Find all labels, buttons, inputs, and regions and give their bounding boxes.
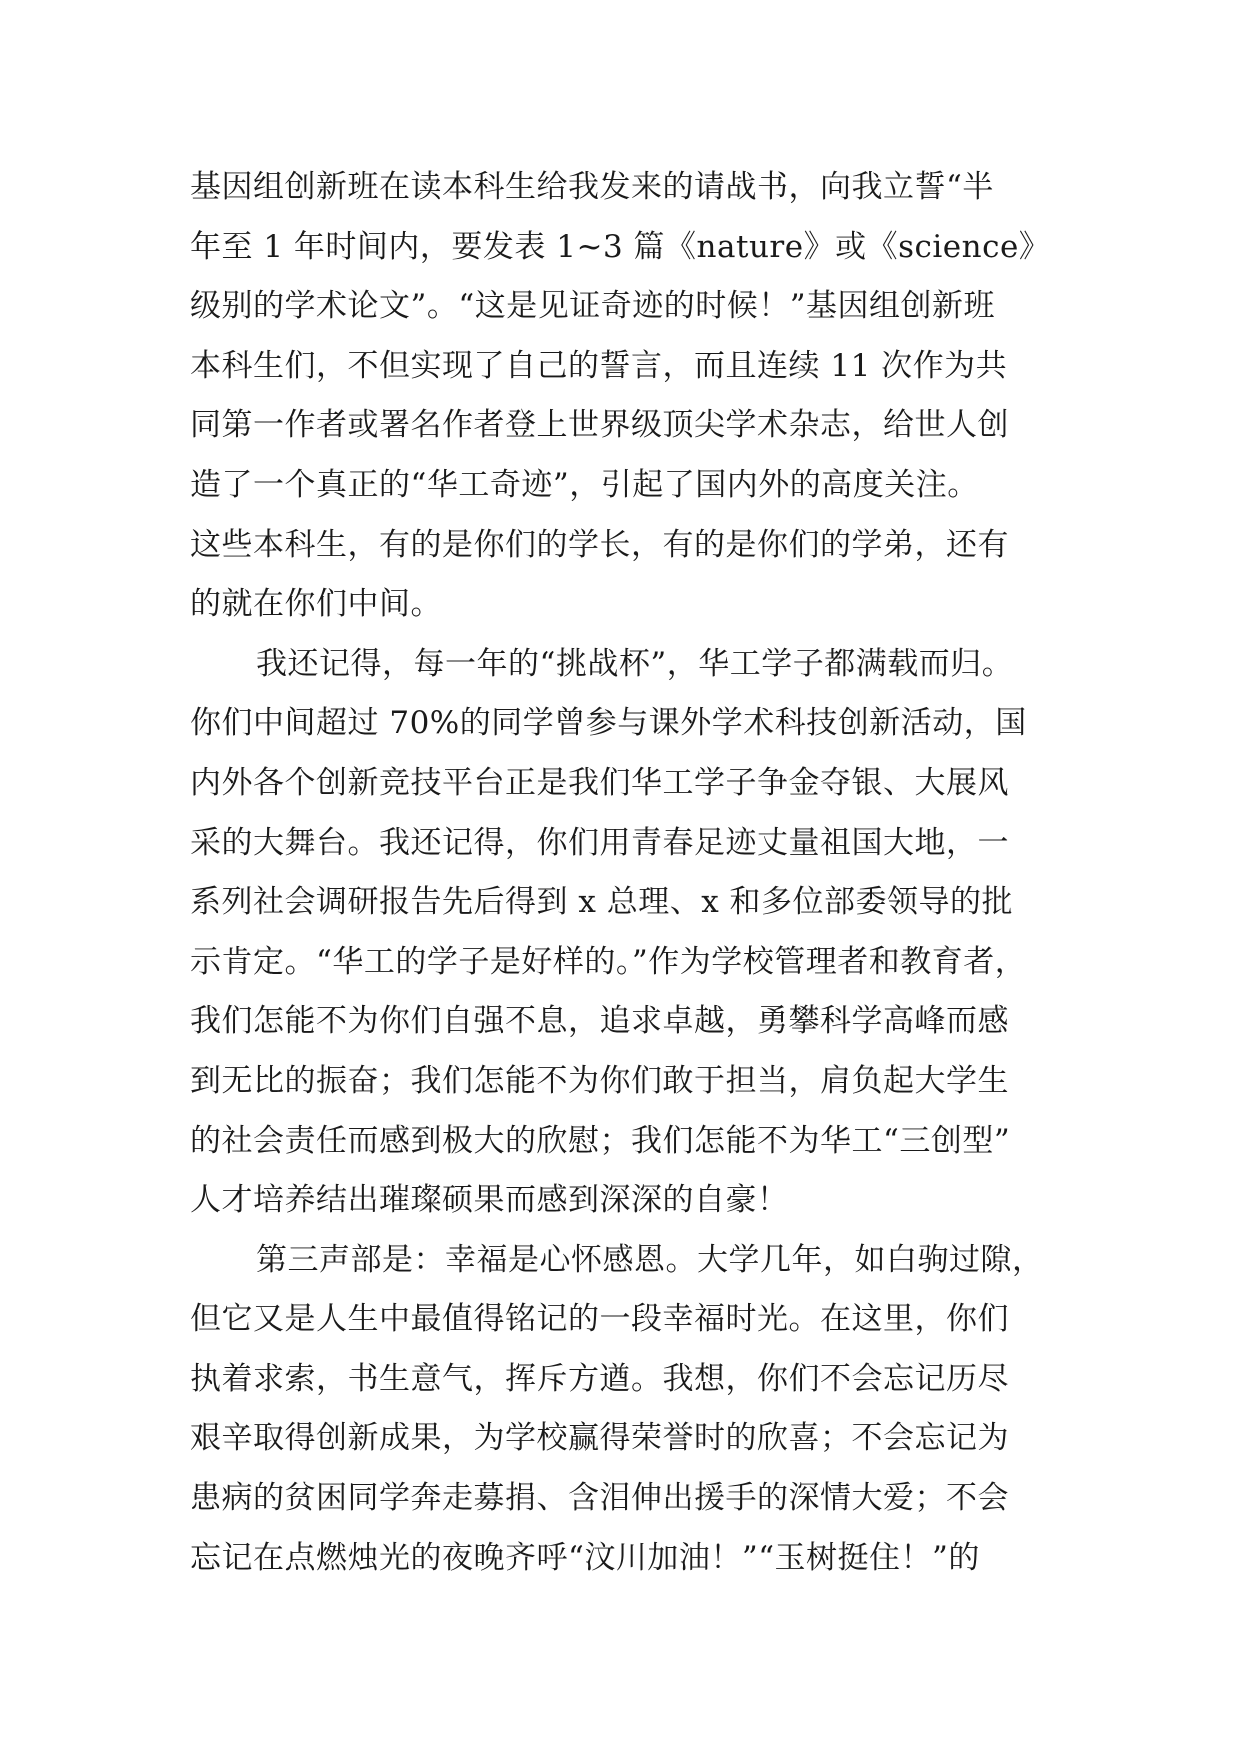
text-line: 造了一个真正的“华工奇迹”，引起了国内外的高度关注。 [190, 466, 979, 503]
text-line: 执着求索，书生意气，挥斥方遒。我想，你们不会忘记历尽 [190, 1360, 1009, 1397]
text-line: 系列社会调研报告先后得到 x 总理、x 和多位部委领导的批 [190, 884, 1014, 921]
text-line: 示肯定。“华工的学子是好样的。”作为学校管理者和教育者， [190, 943, 1027, 980]
paragraph-first-line: 我还记得，每一年的“挑战杯”，华工学子都满载而归。 [256, 645, 1014, 682]
text-line: 忘记在点燃烛光的夜晚齐呼“汶川加油！”“玉树挺住！”的 [190, 1539, 980, 1576]
text-line: 艰辛取得创新成果，为学校赢得荣誉时的欣喜；不会忘记为 [190, 1420, 1009, 1457]
text-line: 采的大舞台。我还记得，你们用青春足迹丈量祖国大地，一 [190, 824, 1009, 861]
text-line: 患病的贫困同学奔走募捐、含泪伸出援手的深情大爱；不会 [190, 1480, 1009, 1517]
text-line: 但它又是人生中最值得铭记的一段幸福时光。在这里，你们 [190, 1301, 1009, 1338]
text-line: 年至 1 年时间内，要发表 1~3 篇《nature》或《science》 [190, 228, 1051, 265]
document-body [190, 158, 1090, 1588]
text-line: 我们怎能不为你们自强不息，追求卓越，勇攀科学高峰而感 [190, 1003, 1009, 1040]
paragraph-first-line: 第三声部是：幸福是心怀感恩。大学几年，如白驹过隙， [256, 1241, 1044, 1278]
text-line: 到无比的振奋；我们怎能不为你们敢于担当，肩负起大学生 [190, 1062, 1009, 1099]
text-line: 级别的学术论文”。“这是见证奇迹的时候！”基因组创新班 [190, 288, 996, 325]
text-line: 同第一作者或署名作者登上世界级顶尖学术杂志，给世人创 [190, 407, 1009, 444]
text-line: 基因组创新班在读本科生给我发来的请战书，向我立誓“半 [190, 169, 994, 205]
text-line: 的社会责任而感到极大的欣慰；我们怎能不为华工“三创型” [190, 1122, 1011, 1159]
text-line: 你们中间超过 70%的同学曾参与课外学术科技创新活动，国 [190, 705, 1027, 742]
text-line: 本科生们，不但实现了自己的誓言，而且连续 11 次作为共 [190, 347, 1008, 384]
text-line: 这些本科生，有的是你们的学长，有的是你们的学弟，还有 [190, 526, 1009, 563]
text-line: 的就在你们中间。 [190, 586, 442, 623]
text-line: 内外各个创新竞技平台正是我们华工学子争金夺银、大展风 [190, 764, 1009, 801]
text-line: 人才培养结出璀璨硕果而感到深深的自豪！ [190, 1182, 789, 1219]
